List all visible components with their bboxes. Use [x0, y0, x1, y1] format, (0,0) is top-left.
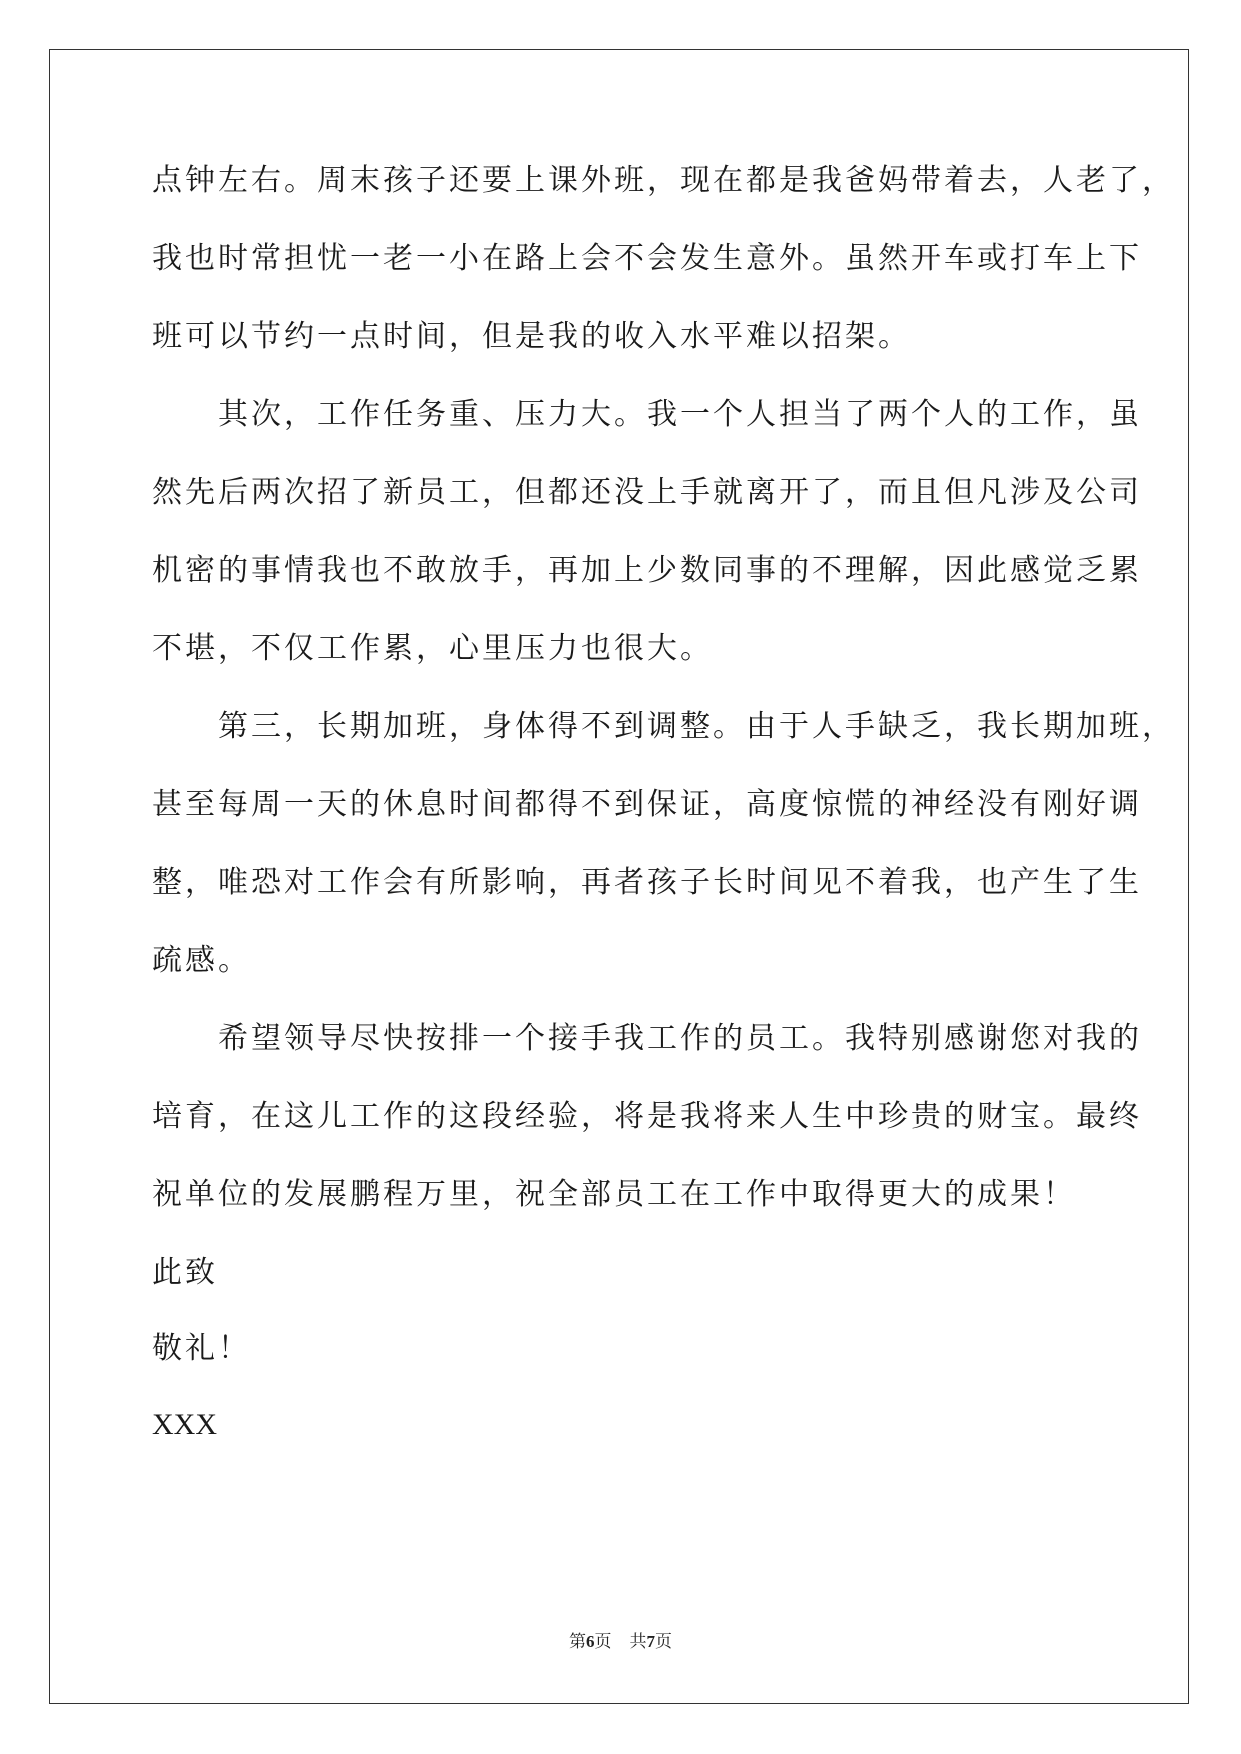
body-line: 希望领导尽快按排一个接手我工作的员工。我特别感谢您对我的: [152, 1021, 1142, 1056]
total-suffix: 页: [655, 1632, 672, 1651]
letter-closing: [152, 1256, 1092, 1458]
body-line: 班可以节约一点时间，但是我的收入水平难以招架。: [152, 319, 911, 354]
body-line: 第三，长期加班，身体得不到调整。由于人手缺乏，我长期加班，: [152, 709, 1175, 744]
body-line: 其次，工作任务重、压力大。我一个人担当了两个人的工作，虽: [152, 397, 1142, 432]
signature: XXX: [152, 1408, 217, 1441]
body-line: 我也时常担忧一老一小在路上会不会发生意外。虽然开车或打车上下: [152, 241, 1142, 276]
body-line: 然先后两次招了新员工，但都还没上手就离开了，而且但凡涉及公司: [152, 475, 1142, 510]
closing-salutation: 此致: [152, 1255, 218, 1290]
body-line: 培育，在这儿工作的这段经验，将是我将来人生中珍贵的财宝。最终: [152, 1099, 1142, 1134]
page-prefix: 第: [569, 1632, 586, 1651]
page-footer: [0, 1627, 1241, 1652]
closing-regards: 敬礼！: [152, 1331, 251, 1366]
body-line: 点钟左右。周末孩子还要上课外班，现在都是我爸妈带着去，人老了，: [152, 163, 1175, 198]
body-line: 甚至每周一天的休息时间都得不到保证，高度惊慌的神经没有刚好调: [152, 787, 1142, 822]
page-suffix: 页: [594, 1632, 612, 1651]
total-pages: 7: [646, 1632, 655, 1651]
body-line: 整，唯恐对工作会有所影响，再者孩子长时间见不着我，也产生了生: [152, 865, 1142, 900]
body-line: 祝单位的发展鹏程万里，祝全部员工在工作中取得更大的成果！: [152, 1177, 1076, 1212]
body-line: 不堪，不仅工作累，心里压力也很大。: [152, 631, 713, 666]
document-body: [152, 163, 1175, 1458]
body-line: 机密的事情我也不敢放手，再加上少数同事的不理解，因此感觉乏累: [152, 553, 1142, 588]
body-line: 疏感。: [152, 943, 251, 978]
page-number: 6: [586, 1632, 595, 1651]
total-prefix: 共: [629, 1632, 647, 1651]
